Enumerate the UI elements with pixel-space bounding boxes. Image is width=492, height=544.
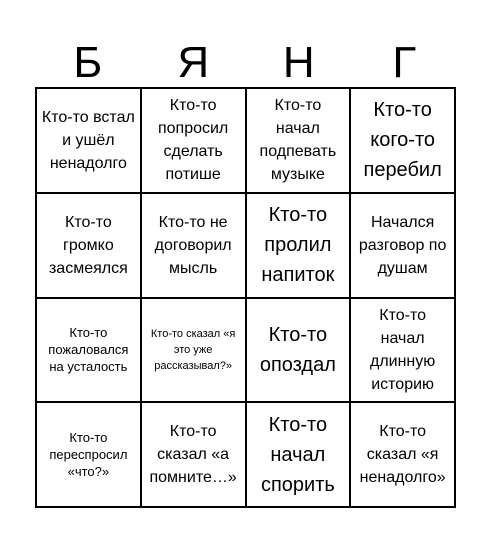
- bingo-grid: [35, 87, 456, 508]
- bingo-cell-text: Кто-то сказал «я ненадолго»: [359, 423, 446, 487]
- bingo-cell-16[interactable]: [350, 402, 455, 507]
- bingo-cell-text: Начался разговор по душам: [358, 213, 447, 277]
- bingo-cell-14[interactable]: [141, 402, 246, 507]
- bingo-cell-text: Кто-то начал спорить: [260, 413, 335, 496]
- bingo-cell-9[interactable]: [36, 298, 141, 403]
- bingo-cell-text: Кто-то громко засмеялся: [48, 213, 128, 277]
- header-letter-4: Г: [392, 38, 417, 87]
- bingo-cell-12[interactable]: [350, 298, 455, 403]
- bingo-cell-text: Кто-то встал и ушёл ненадолго: [41, 108, 135, 172]
- bingo-cell-13[interactable]: [36, 402, 141, 507]
- bingo-cell-text: Кто-то сказал «а помните…»: [149, 423, 237, 487]
- bingo-cell-1[interactable]: [36, 88, 141, 193]
- bingo-cell-3[interactable]: [246, 88, 351, 193]
- bingo-cell-text: Кто-то попросил сделать потише: [157, 97, 229, 184]
- bingo-cell-text: Кто-то сказал «я это уже рассказывал?»: [150, 327, 236, 372]
- bingo-cell-2[interactable]: [141, 88, 246, 193]
- bingo-header: [35, 38, 457, 88]
- bingo-cell-text: Кто-то пожаловался на усталость: [48, 325, 129, 375]
- header-letter-2: Я: [177, 38, 210, 87]
- bingo-cell-5[interactable]: [36, 193, 141, 298]
- bingo-cell-text: Кто-то опоздал: [259, 323, 336, 376]
- bingo-cell-text: Кто-то пролил напиток: [261, 204, 335, 287]
- header-letter-3: Н: [282, 38, 315, 87]
- bingo-cell-6[interactable]: [141, 193, 246, 298]
- bingo-cell-text: Кто-то начал подпевать музыке: [259, 97, 337, 184]
- bingo-cell-text: Кто-то не договорил мысль: [154, 213, 232, 277]
- header-letter-1: Б: [73, 38, 103, 87]
- bingo-cell-text: Кто-то кого-то перебил: [363, 99, 442, 182]
- bingo-cell-text: Кто-то начал длинную историю: [369, 306, 436, 393]
- bingo-cell-4[interactable]: [350, 88, 455, 193]
- bingo-cell-text: Кто-то переспросил «что?»: [49, 430, 128, 480]
- bingo-cell-11[interactable]: [246, 298, 351, 403]
- bingo-cell-7[interactable]: [246, 193, 351, 298]
- bingo-cell-10[interactable]: [141, 298, 246, 403]
- bingo-cell-15[interactable]: [246, 402, 351, 507]
- bingo-cell-8[interactable]: [350, 193, 455, 298]
